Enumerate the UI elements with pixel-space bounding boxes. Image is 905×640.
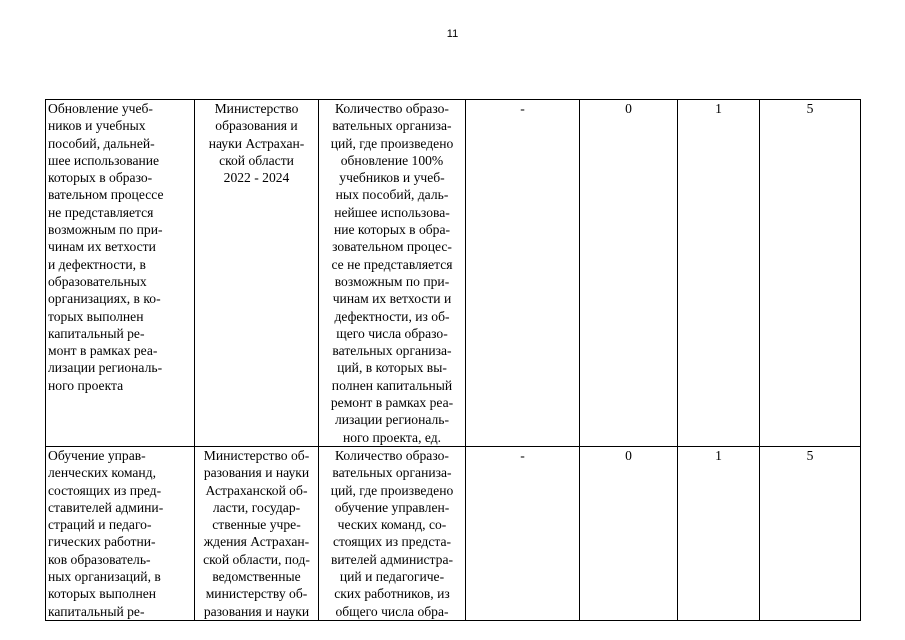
page-number: 11 xyxy=(446,28,459,40)
measures-table xyxy=(45,99,861,621)
baseline-value-cell: - xyxy=(466,100,580,447)
value-cell-3: 5 xyxy=(760,100,861,447)
goal-cell: Обучение управ- ленческих команд, состоящих из пред- ставителей админи- страций и педаго- гических работни- ков образователь- ных организаций, в которых выполнен капитальный ре- xyxy=(46,446,195,620)
table-row xyxy=(46,100,861,447)
indicator-cell: Количество образо- вательных организа- ций, где произведено обучение управлен- ческих команд, со- стоящих из предста- вителей администра- ций и педагогиче- ских работников, из общего числа обра- xyxy=(319,446,466,620)
goal-cell: Обновление учеб- ников и учебных пособий, дальней- шее использование которых в образо- вательном процессе не представляется возможным по при- чинам их ветхости и дефектности, в образовательных организациях, в ко- торых выполнен капитальный ре- монт в рамках реа- лизации региональ- ного проекта xyxy=(46,100,195,447)
value-cell-1: 0 xyxy=(580,446,678,620)
value-cell-3: 5 xyxy=(760,446,861,620)
table-row xyxy=(46,446,861,620)
indicator-cell: Количество образо- вательных организа- ций, где произведено обновление 100% учебников и учеб- ных пособий, даль- нейшее использова- ние которых в обра- зовательном процес- се не представляется возможным по при- чинам их ветхости и дефектности, из об- щего числа образо- вательных организа- ций, в которых вы- полнен капитальный ремонт в рамках реа- лизации региональ- ного проекта, ед. xyxy=(319,100,466,447)
executor-cell: Министерство образования и науки Астрахан- ской области 2022 - 2024 xyxy=(195,100,319,447)
value-cell-2: 1 xyxy=(678,446,760,620)
baseline-value-cell: - xyxy=(466,446,580,620)
value-cell-2: 1 xyxy=(678,100,760,447)
value-cell-1: 0 xyxy=(580,100,678,447)
executor-cell: Министерство об- разования и науки Астраханской об- ласти, государ- ственные учре- ждения Астрахан- ской области, под- ведомственные министерству об- разования и науки xyxy=(195,446,319,620)
